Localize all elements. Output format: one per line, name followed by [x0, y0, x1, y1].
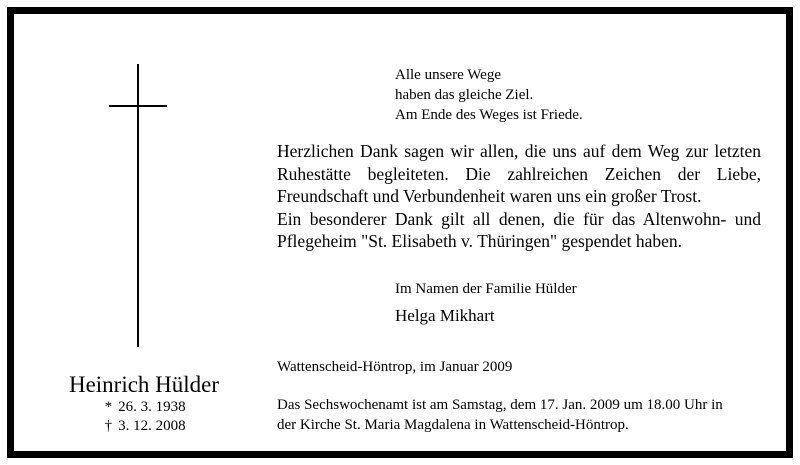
- poem: [395, 65, 583, 125]
- cross-horizontal-bar: [109, 105, 167, 107]
- poem-line: Alle unsere Wege: [395, 67, 501, 83]
- deceased-name: Heinrich Hülder: [68, 372, 220, 397]
- poem-line: Am Ende des Weges ist Friede.: [395, 107, 583, 123]
- thanks-paragraph: Ein besonderer Dank gilt all denen, die für das Altenwohn- und Pflegeheim "St. Elisabeth v. Thüringen" gespendet haben.: [277, 208, 761, 251]
- birth-date: 26. 3. 1938: [118, 399, 186, 415]
- death-line: [54, 417, 234, 436]
- place-date: Wattenscheid-Höntrop, im Januar 2009: [277, 359, 513, 375]
- notice-frame: [7, 7, 793, 458]
- service-announcement: [277, 395, 723, 435]
- life-dates: [54, 398, 234, 436]
- death-dagger-icon: †: [104, 418, 113, 434]
- signature: Helga Mikhart: [395, 306, 495, 325]
- thanks-paragraph: Herzlichen Dank sagen wir allen, die uns auf dem Weg zur letzten Ruhestätte begleiteten. Die zahlreichen Zeichen der Liebe, Freundschaft und Verbundenheit waren uns ein großer Trost.: [277, 141, 761, 206]
- poem-line: haben das gleiche Ziel.: [395, 87, 534, 103]
- service-line: Das Sechswochenamt ist am Samstag, dem 17. Jan. 2009 um 18.00 Uhr in: [277, 397, 723, 413]
- service-line: der Kirche St. Maria Magdalena in Wattenscheid-Höntrop.: [277, 417, 629, 433]
- birth-star-icon: *: [104, 399, 113, 415]
- family-line: Im Namen der Familie Hülder: [395, 281, 577, 297]
- deceased-block: [54, 371, 234, 436]
- thanks-text: [277, 140, 761, 253]
- death-date: 3. 12. 2008: [118, 418, 186, 434]
- birth-line: [54, 398, 234, 417]
